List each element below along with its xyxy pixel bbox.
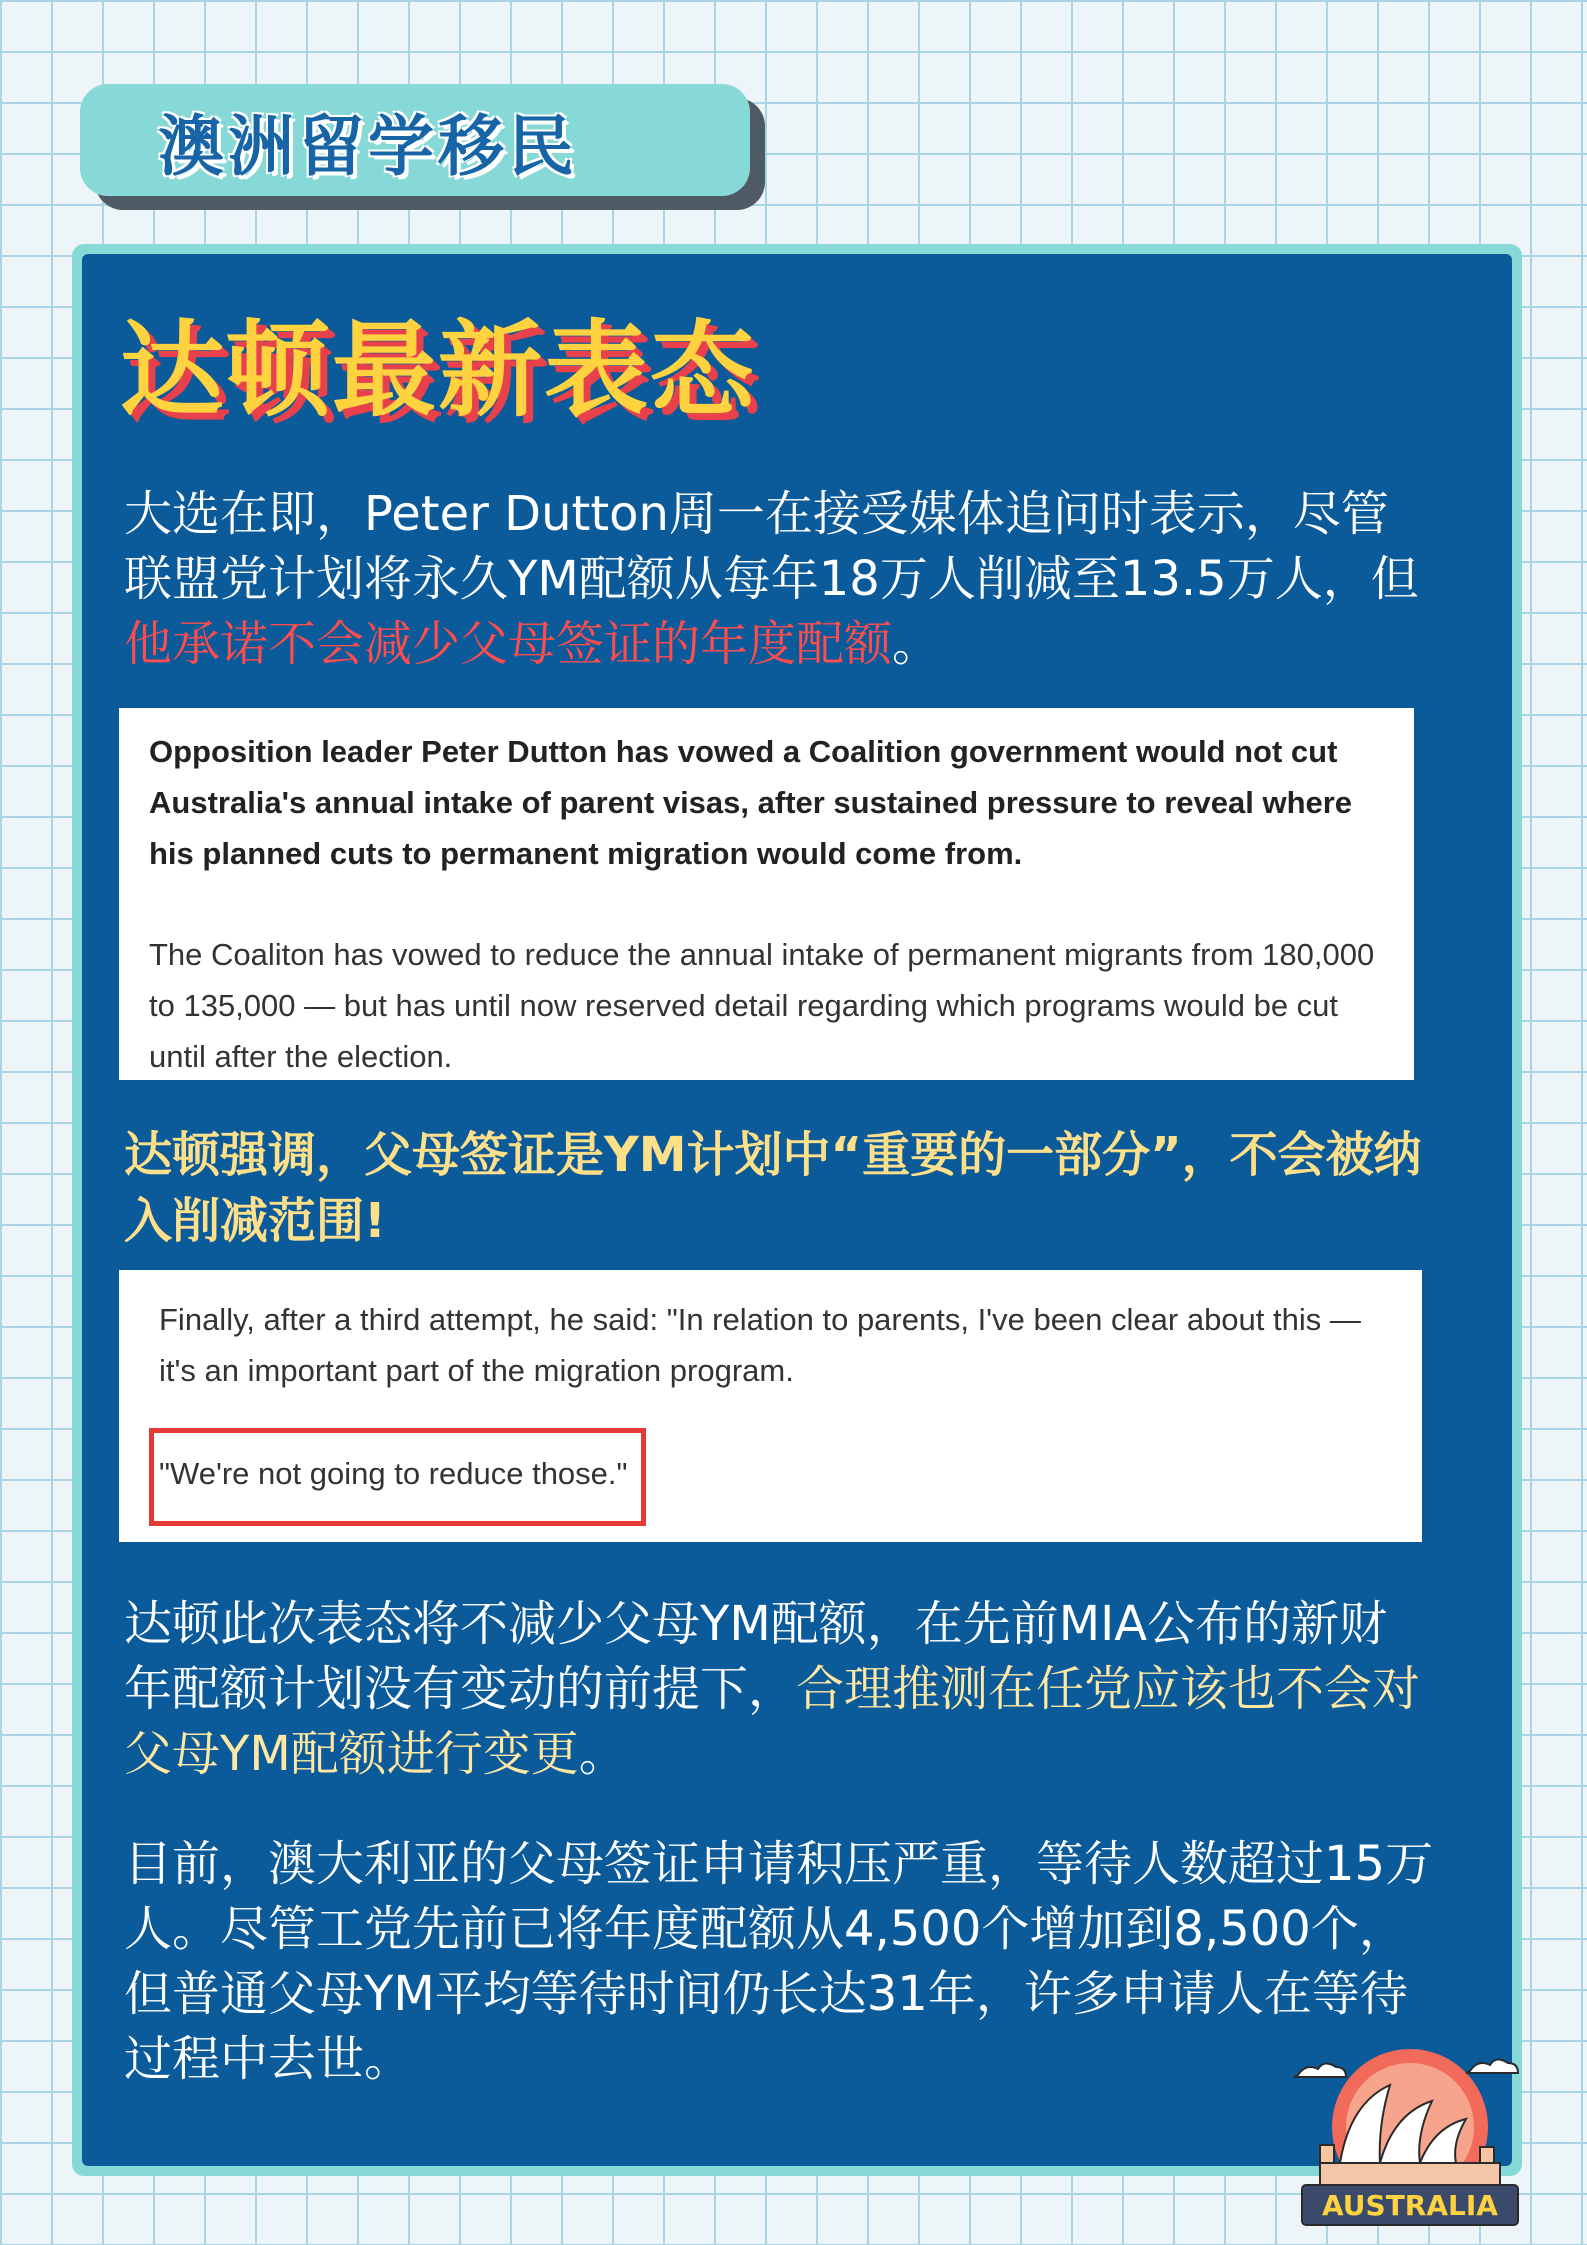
paragraph-analysis-highlight: 合理推测在任党应该也不会对父母YM配额进行变更 bbox=[124, 1661, 1421, 1782]
australia-badge bbox=[1280, 2035, 1540, 2235]
subtitle-emphasis: 达顿强调，父母签证是YM计划中“重要的一部分”，不会被纳入削减范围! bbox=[124, 1127, 1422, 1249]
paragraph-analysis bbox=[124, 1592, 1424, 1787]
paragraph-background: 目前，澳大利亚的父母签证申请积压严重，等待人数超过15万人。尽管工党先前已将年度配额从4,500个增加到8,500个，但普通父母YM平均等待时间仍长达31年，许多申请人在等待过程中去世。 bbox=[124, 1836, 1434, 2087]
paragraph-analysis-end: 。 bbox=[578, 1726, 627, 1782]
paragraph-intro-text: 大选在即，Peter Dutton周一在接受媒体追问时表示，尽管联盟党计划将永久YM配额从每年18万人削减至13.5万人，但 bbox=[124, 486, 1419, 607]
news-quote-1 bbox=[119, 708, 1414, 1080]
cloud-icon bbox=[1466, 2059, 1518, 2073]
paragraph-analysis-text: 达顿此次表态将不减少父母YM配额，在先前MIA公布的新财年配额计划没有变动的前提下， bbox=[124, 1596, 1388, 1717]
news-quote-2 bbox=[119, 1270, 1422, 1542]
category-tag-label: 澳洲留学移民 bbox=[158, 107, 578, 185]
cloud-icon bbox=[1294, 2063, 1346, 2077]
news-quote-1-body: The Coaliton has vowed to reduce the annual intake of permanent migrants from 180,000 to 135,000 — but has until now reserved detail regarding which programs would be cut until after the election. bbox=[149, 937, 1375, 1074]
paragraph-intro-end: 。 bbox=[892, 616, 941, 672]
category-tag bbox=[80, 84, 750, 196]
badge-label: AUSTRALIA bbox=[1322, 2189, 1498, 2222]
paragraph-intro bbox=[124, 482, 1424, 677]
news-quote-2-text: Finally, after a third attempt, he said: "In relation to parents, I've been clear about this — it's an important part of the migration program. bbox=[159, 1302, 1361, 1388]
news-quote-1-lead: Opposition leader Peter Dutton has vowed a Coalition government would not cut Australia's annual intake of parent visas, after sustained pressure to reveal where his planned cuts to permanent migration would come from. bbox=[149, 734, 1353, 871]
news-quote-2-highlighted: "We're not going to reduce those." bbox=[159, 1456, 628, 1491]
paragraph-intro-highlight: 他承诺不会减少父母签证的年度配额 bbox=[124, 616, 893, 672]
headline: 达顿最新表态 bbox=[120, 309, 757, 431]
